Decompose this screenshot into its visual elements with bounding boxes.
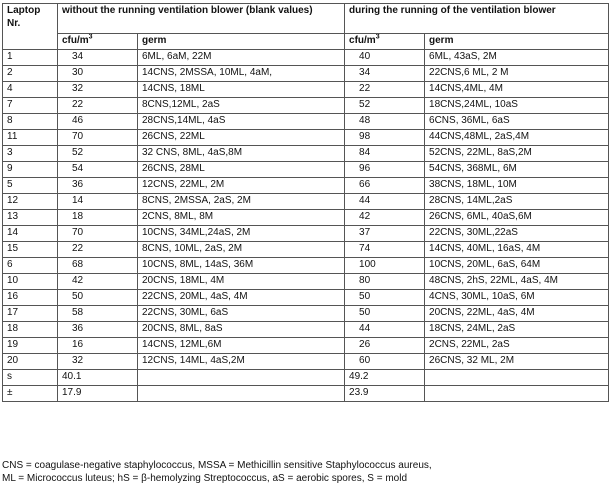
laptop-number-cell: 5	[3, 178, 58, 194]
empty-cell	[425, 386, 609, 402]
cfu-during-cell: 96	[345, 162, 425, 178]
germ-without-cell: 10CNS, 8ML, 14aS, 36M	[138, 258, 345, 274]
header-laptop: Laptop Nr.	[3, 4, 58, 50]
summary-label-cell: s	[3, 370, 58, 386]
cfu-during-cell: 50	[345, 290, 425, 306]
cfu-during-cell: 60	[345, 354, 425, 370]
germ-during-cell: 28CNS, 14ML,2aS	[425, 194, 609, 210]
summary-without-cell: 40.1	[58, 370, 138, 386]
germ-during-cell: 54CNS, 368ML, 6M	[425, 162, 609, 178]
cfu-without-cell: 36	[58, 178, 138, 194]
laptop-number-cell: 19	[3, 338, 58, 354]
cfu-during-cell: 42	[345, 210, 425, 226]
germ-during-cell: 26CNS, 32 ML, 2M	[425, 354, 609, 370]
header-germ-during: germ	[425, 34, 609, 50]
cfu-during-cell: 50	[345, 306, 425, 322]
cfu-without-cell: 16	[58, 338, 138, 354]
germ-without-cell: 26CNS, 28ML	[138, 162, 345, 178]
table-row	[3, 178, 609, 194]
laptop-number-cell: 1	[3, 50, 58, 66]
summary-during-cell: 49.2	[345, 370, 425, 386]
germ-during-cell: 18CNS,24ML, 10aS	[425, 98, 609, 114]
cfu-without-cell: 32	[58, 82, 138, 98]
laptop-number-cell: 8	[3, 114, 58, 130]
laptop-number-cell: 18	[3, 322, 58, 338]
germ-without-cell: 20CNS, 8ML, 8aS	[138, 322, 345, 338]
cfu-during-cell: 26	[345, 338, 425, 354]
table-row	[3, 242, 609, 258]
germ-without-cell: 14CNS, 2MSSA, 10ML, 4aM,	[138, 66, 345, 82]
germ-without-cell: 12CNS, 22ML, 2M	[138, 178, 345, 194]
germ-without-cell: 12CNS, 14ML, 4aS,2M	[138, 354, 345, 370]
laptop-number-cell: 17	[3, 306, 58, 322]
cfu-during-cell: 40	[345, 50, 425, 66]
germ-during-cell: 10CNS, 20ML, 6aS, 64M	[425, 258, 609, 274]
cfu-without-cell: 18	[58, 210, 138, 226]
germ-during-cell: 26CNS, 6ML, 40aS,6M	[425, 210, 609, 226]
germ-without-cell: 8CNS, 2MSSA, 2aS, 2M	[138, 194, 345, 210]
table-row	[3, 306, 609, 322]
cfu-without-cell: 36	[58, 322, 138, 338]
table-row	[3, 66, 609, 82]
table-row	[3, 322, 609, 338]
germ-during-cell: 6CNS, 36ML, 6aS	[425, 114, 609, 130]
cfu-without-cell: 34	[58, 50, 138, 66]
cfu-without-cell: 22	[58, 242, 138, 258]
summary-during-cell: 23.9	[345, 386, 425, 402]
germ-without-cell: 8CNS,12ML, 2aS	[138, 98, 345, 114]
table-row	[3, 194, 609, 210]
table-row	[3, 258, 609, 274]
table-row	[3, 162, 609, 178]
empty-cell	[425, 370, 609, 386]
germ-during-cell: 2CNS, 22ML, 2aS	[425, 338, 609, 354]
germ-during-cell: 14CNS, 40ML, 16aS, 4M	[425, 242, 609, 258]
cfu-without-cell: 14	[58, 194, 138, 210]
laptop-number-cell: 13	[3, 210, 58, 226]
cfu-during-cell: 37	[345, 226, 425, 242]
cfu-without-cell: 46	[58, 114, 138, 130]
germ-without-cell: 26CNS, 22ML	[138, 130, 345, 146]
cfu-without-cell: 32	[58, 354, 138, 370]
footnote-line-2: ML = Micrococcus luteus; hS = β-hemolyzing Streptococcus, aS = aerobic spores, S = mold	[2, 473, 408, 484]
laptop-number-cell: 9	[3, 162, 58, 178]
table-row	[3, 98, 609, 114]
germ-during-cell: 14CNS,4ML, 4M	[425, 82, 609, 98]
germ-during-cell: 18CNS, 24ML, 2aS	[425, 322, 609, 338]
germ-without-cell: 2CNS, 8ML, 8M	[138, 210, 345, 226]
laptop-number-cell: 14	[3, 226, 58, 242]
table-row	[3, 354, 609, 370]
germ-without-cell: 32 CNS, 8ML, 4aS,8M	[138, 146, 345, 162]
summary-row	[3, 386, 609, 402]
cfu-without-cell: 22	[58, 98, 138, 114]
cfu-without-cell: 58	[58, 306, 138, 322]
cfu-during-cell: 44	[345, 322, 425, 338]
cfu-during-cell: 80	[345, 274, 425, 290]
laptop-number-cell: 10	[3, 274, 58, 290]
germ-during-cell: 20CNS, 22ML, 4aS, 4M	[425, 306, 609, 322]
header-without-blower: without the running ventilation blower (blank values)	[58, 4, 345, 34]
germ-during-cell: 48CNS, 2hS, 22ML, 4aS, 4M	[425, 274, 609, 290]
laptop-number-cell: 12	[3, 194, 58, 210]
germ-without-cell: 14CNS, 12ML,6M	[138, 338, 345, 354]
table-row	[3, 82, 609, 98]
cfu-during-cell: 44	[345, 194, 425, 210]
empty-cell	[138, 370, 345, 386]
table-row	[3, 338, 609, 354]
germ-during-cell: 38CNS, 18ML, 10M	[425, 178, 609, 194]
cfu-during-cell: 100	[345, 258, 425, 274]
germ-during-cell: 4CNS, 30ML, 10aS, 6M	[425, 290, 609, 306]
germ-without-cell: 6ML, 6aM, 22M	[138, 50, 345, 66]
germ-during-cell: 6ML, 43aS, 2M	[425, 50, 609, 66]
germ-without-cell: 28CNS,14ML, 4aS	[138, 114, 345, 130]
cfu-without-cell: 54	[58, 162, 138, 178]
footnote-line-1: CNS = coagulase-negative staphylococcus, MSSA = Methicillin sensitive Staphylococcus aureus,	[2, 460, 432, 471]
laptop-number-cell: 15	[3, 242, 58, 258]
table-body	[3, 50, 609, 402]
cfu-without-cell: 70	[58, 130, 138, 146]
summary-without-cell: 17.9	[58, 386, 138, 402]
cfu-during-cell: 52	[345, 98, 425, 114]
laptop-number-cell: 2	[3, 66, 58, 82]
header-germ-without: germ	[138, 34, 345, 50]
cfu-during-cell: 22	[345, 82, 425, 98]
table-row	[3, 146, 609, 162]
laptop-number-cell: 4	[3, 82, 58, 98]
cfu-without-cell: 50	[58, 290, 138, 306]
cfu-during-cell: 74	[345, 242, 425, 258]
summary-row	[3, 370, 609, 386]
header-during-blower: during the running of the ventilation blower	[345, 4, 609, 34]
table-row	[3, 274, 609, 290]
laptop-number-cell: 3	[3, 146, 58, 162]
cfu-without-cell: 68	[58, 258, 138, 274]
germ-without-cell: 8CNS, 10ML, 2aS, 2M	[138, 242, 345, 258]
laptop-number-cell: 11	[3, 130, 58, 146]
germ-during-cell: 22CNS,6 ML, 2 M	[425, 66, 609, 82]
results-table	[2, 3, 609, 402]
germ-without-cell: 10CNS, 34ML,24aS, 2M	[138, 226, 345, 242]
laptop-number-cell: 7	[3, 98, 58, 114]
table-row	[3, 130, 609, 146]
laptop-number-cell: 6	[3, 258, 58, 274]
table-row	[3, 114, 609, 130]
cfu-without-cell: 30	[58, 66, 138, 82]
cfu-without-cell: 52	[58, 146, 138, 162]
header-row-2	[3, 34, 609, 50]
germ-without-cell: 20CNS, 18ML, 4M	[138, 274, 345, 290]
table-row	[3, 290, 609, 306]
summary-label-cell: ±	[3, 386, 58, 402]
cfu-without-cell: 70	[58, 226, 138, 242]
cfu-without-cell: 42	[58, 274, 138, 290]
germ-during-cell: 22CNS, 30ML,22aS	[425, 226, 609, 242]
cfu-during-cell: 34	[345, 66, 425, 82]
cfu-during-cell: 66	[345, 178, 425, 194]
footnote	[2, 459, 608, 485]
germ-without-cell: 22CNS, 30ML, 6aS	[138, 306, 345, 322]
laptop-number-cell: 20	[3, 354, 58, 370]
table-row	[3, 50, 609, 66]
germ-without-cell: 22CNS, 20ML, 4aS, 4M	[138, 290, 345, 306]
header-cfu-during: cfu/$m^3$	[345, 34, 425, 50]
table-row	[3, 226, 609, 242]
cfu-during-cell: 98	[345, 130, 425, 146]
germ-during-cell: 52CNS, 22ML, 8aS,2M	[425, 146, 609, 162]
header-cfu-without: cfu/$m^3$	[58, 34, 138, 50]
cfu-during-cell: 48	[345, 114, 425, 130]
germ-during-cell: 44CNS,48ML, 2aS,4M	[425, 130, 609, 146]
empty-cell	[138, 386, 345, 402]
cfu-during-cell: 84	[345, 146, 425, 162]
header-row-1	[3, 4, 609, 34]
laptop-number-cell: 16	[3, 290, 58, 306]
table-row	[3, 210, 609, 226]
germ-without-cell: 14CNS, 18ML	[138, 82, 345, 98]
